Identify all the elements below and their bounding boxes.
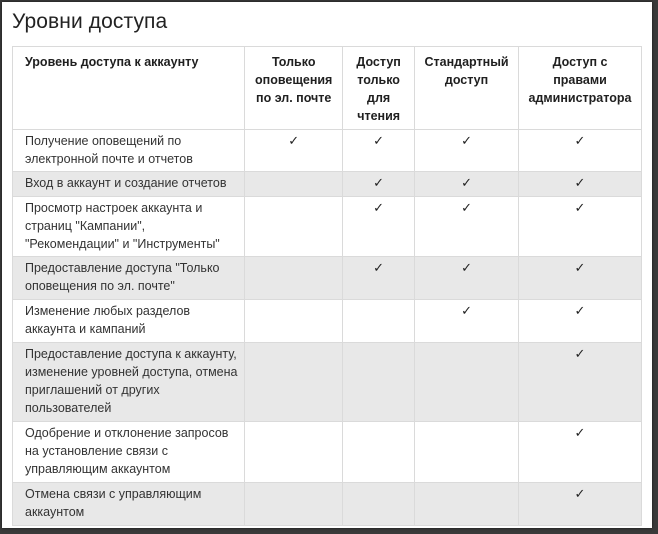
checkmark-icon: ✓ bbox=[461, 303, 472, 318]
access-cell bbox=[343, 197, 415, 257]
checkmark-icon: ✓ bbox=[461, 200, 472, 215]
checkmark-icon: ✓ bbox=[461, 260, 472, 275]
access-cell bbox=[415, 300, 519, 343]
checkmark-icon: ✓ bbox=[574, 346, 586, 361]
column-header-access-level: Уровень доступа к аккаунту bbox=[13, 47, 245, 130]
access-cell bbox=[245, 172, 343, 197]
checkmark-icon: ✓ bbox=[373, 200, 385, 215]
row-label: Предоставление доступа "Только оповещения по эл. почте" bbox=[13, 257, 245, 300]
access-cell bbox=[245, 343, 343, 422]
access-cell bbox=[343, 257, 415, 300]
column-header-standard: Стандартный доступ bbox=[415, 47, 519, 130]
access-cell bbox=[415, 422, 519, 483]
access-cell bbox=[415, 172, 519, 197]
row-label: Изменение любых разделов аккаунта и кампаний bbox=[13, 300, 245, 343]
access-cell bbox=[415, 483, 519, 526]
checkmark-icon: ✓ bbox=[574, 260, 586, 275]
access-cell bbox=[519, 300, 642, 343]
table-row bbox=[13, 343, 642, 422]
access-cell bbox=[245, 483, 343, 526]
access-cell bbox=[415, 130, 519, 172]
access-cell bbox=[519, 257, 642, 300]
table-row bbox=[13, 130, 642, 172]
checkmark-icon: ✓ bbox=[574, 175, 586, 190]
access-cell bbox=[415, 197, 519, 257]
checkmark-icon: ✓ bbox=[288, 133, 300, 148]
access-cell bbox=[343, 300, 415, 343]
access-cell bbox=[343, 130, 415, 172]
row-label: Вход в аккаунт и создание отчетов bbox=[13, 172, 245, 197]
row-label: Одобрение и отклонение запросов на установление связи с управляющим аккаунтом bbox=[13, 422, 245, 483]
access-cell bbox=[519, 172, 642, 197]
checkmark-icon: ✓ bbox=[574, 425, 586, 440]
access-cell bbox=[343, 343, 415, 422]
checkmark-icon: ✓ bbox=[574, 303, 586, 318]
row-label: Предоставление доступа к аккаунту, изменение уровней доступа, отмена приглашений от других пользователей bbox=[13, 343, 245, 422]
access-cell bbox=[343, 422, 415, 483]
access-cell bbox=[245, 197, 343, 257]
checkmark-icon: ✓ bbox=[574, 200, 586, 215]
table-row bbox=[13, 172, 642, 197]
page-title: Уровни доступа bbox=[12, 10, 168, 33]
access-cell bbox=[519, 343, 642, 422]
table-row bbox=[13, 197, 642, 257]
access-cell bbox=[245, 130, 343, 172]
table-row bbox=[13, 300, 642, 343]
access-cell bbox=[245, 257, 343, 300]
access-cell bbox=[245, 300, 343, 343]
access-cell bbox=[415, 343, 519, 422]
row-label: Получение оповещений по электронной почте и отчетов bbox=[13, 130, 245, 172]
checkmark-icon: ✓ bbox=[373, 175, 385, 190]
access-cell bbox=[519, 422, 642, 483]
access-cell bbox=[415, 257, 519, 300]
access-cell bbox=[343, 483, 415, 526]
checkmark-icon: ✓ bbox=[574, 486, 586, 501]
table-row bbox=[13, 422, 642, 483]
row-label: Просмотр настроек аккаунта и страниц "Кампании", "Рекомендации" и "Инструменты" bbox=[13, 197, 245, 257]
checkmark-icon: ✓ bbox=[461, 175, 472, 190]
access-cell bbox=[245, 422, 343, 483]
access-cell bbox=[343, 172, 415, 197]
checkmark-icon: ✓ bbox=[373, 260, 385, 275]
column-header-read-only: Доступ только для чтения bbox=[343, 47, 415, 130]
checkmark-icon: ✓ bbox=[574, 133, 586, 148]
access-cell bbox=[519, 197, 642, 257]
document-frame bbox=[2, 2, 652, 528]
table-row bbox=[13, 483, 642, 526]
table-row bbox=[13, 257, 642, 300]
access-cell bbox=[519, 130, 642, 172]
table-body bbox=[13, 130, 642, 526]
column-header-admin: Доступ с правами администратора bbox=[519, 47, 642, 130]
access-levels-table bbox=[12, 46, 642, 526]
checkmark-icon: ✓ bbox=[461, 133, 472, 148]
column-header-email-only: Только оповещения по эл. почте bbox=[245, 47, 343, 130]
table-header-row bbox=[13, 47, 642, 130]
access-cell bbox=[519, 483, 642, 526]
row-label: Отмена связи с управляющим аккаунтом bbox=[13, 483, 245, 526]
checkmark-icon: ✓ bbox=[373, 133, 385, 148]
